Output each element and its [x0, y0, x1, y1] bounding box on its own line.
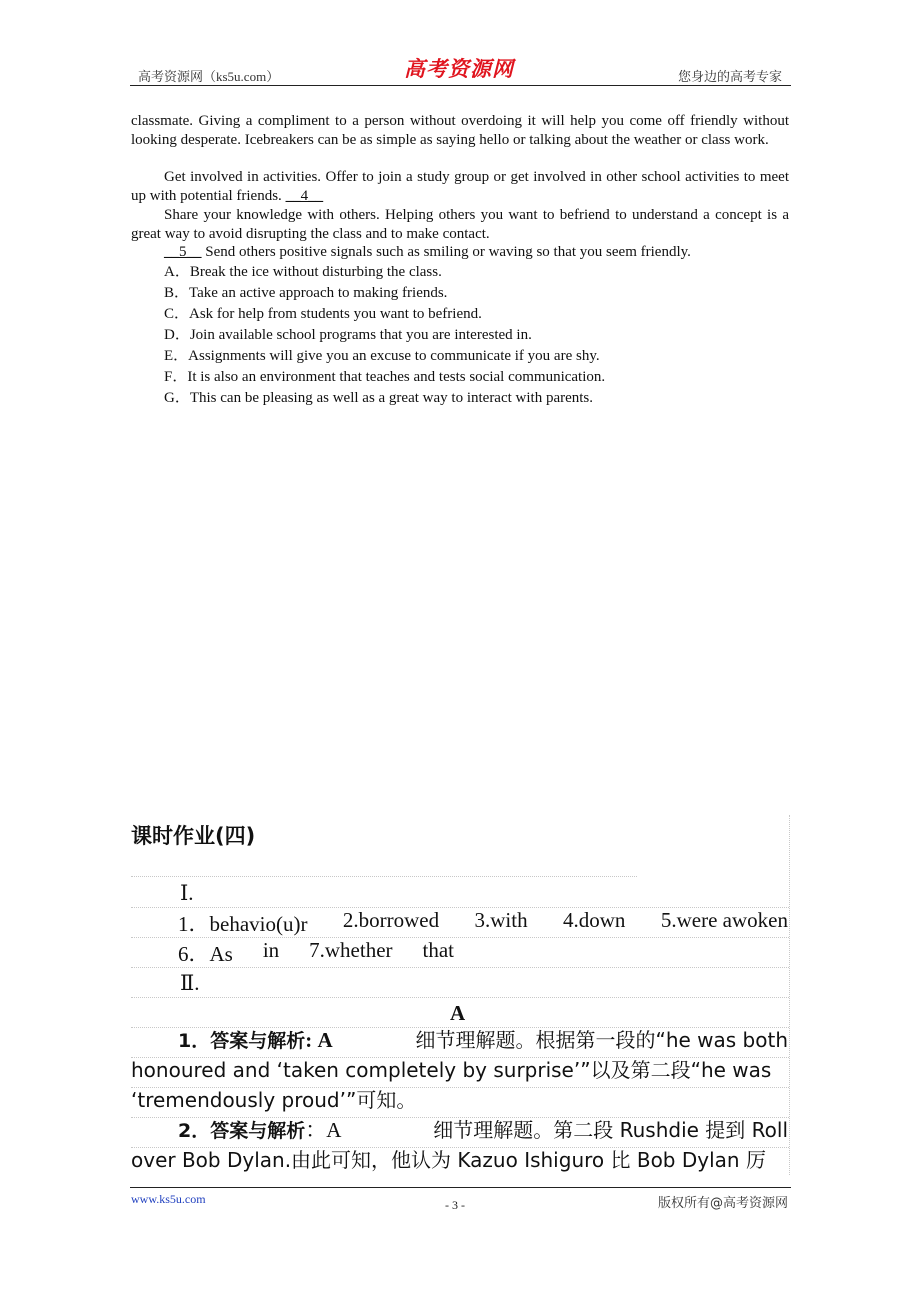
passage-paragraph-3: Share your knowledge with others. Helping others you want to befriend to understand a concept is a great way to avoid disrupting the class and to make contact.	[131, 207, 789, 242]
q2-explanation-1: 细节理解题。第二段 Rushdie 提到 Roll	[433, 1118, 788, 1142]
answer-3: 3.with	[474, 908, 528, 932]
paragraph-4-text: Send others positive signals such as smiling or waving so that you seem friendly.	[201, 244, 691, 260]
answer-6: 6．As	[178, 942, 233, 966]
part-1-label: Ⅰ.	[180, 881, 194, 905]
answer-7-word: that	[422, 938, 454, 962]
q1-explanation-2: honoured and ‘taken completely by surprise’”以及第二段“he was	[131, 1058, 772, 1082]
answer-4: 4.down	[563, 908, 626, 932]
footer-website-link[interactable]: www.ks5u.com	[131, 1192, 206, 1206]
passage-paragraph-4	[131, 243, 789, 262]
header-left-text: 高考资源网（ks5u.com）	[138, 69, 280, 84]
q1-label: 1．答案与解析	[178, 1030, 306, 1052]
q2-answer: ：A	[305, 1118, 342, 1142]
option-f: F．It is also an environment that teaches and tests social communication.	[164, 369, 606, 385]
blank-4: __4__	[285, 187, 324, 204]
option-d: D．Join available school programs that you are interested in.	[164, 327, 532, 343]
q1-answer: : A	[305, 1028, 333, 1052]
passage-paragraph-2	[131, 168, 789, 205]
answer-1: 1．behavio(u)r	[178, 912, 308, 936]
blank-5: __5__	[164, 244, 202, 260]
q2-line-1	[178, 1115, 788, 1146]
q1-line-1	[178, 1025, 788, 1056]
answer-row-2	[178, 938, 454, 968]
answer-2: 2.borrowed	[342, 908, 440, 932]
option-g: G．This can be pleasing as well as a great way to interact with parents.	[164, 390, 594, 406]
part-2-label: Ⅱ.	[180, 971, 200, 995]
paragraph-2-text: Get involved in activities. Offer to join a study group or get involved in other school activities to meet up with potential friends.	[131, 169, 789, 204]
section-a-heading: A	[450, 1001, 466, 1025]
option-e: E．Assignments will give you an excuse to communicate if you are shy.	[164, 348, 600, 364]
passage-paragraph-1: classmate. Giving a compliment to a person without overdoing it will help you come off friendly without looking desperate. Icebreakers can be as simple as saying hello or talking about the weather or class work.	[131, 113, 789, 148]
q2-label: 2．答案与解析	[178, 1120, 306, 1142]
answer-6-word: in	[262, 938, 280, 962]
grid-rule	[131, 876, 637, 877]
q1-explanation-1: 细节理解题。根据第一段的“he was both	[415, 1028, 788, 1052]
page-number: - 3 -	[445, 1198, 465, 1212]
footer-rule	[130, 1187, 791, 1188]
answer-7: 7.whether	[309, 938, 393, 962]
answer-row-1	[178, 908, 788, 938]
section-title: 课时作业(四)	[131, 824, 256, 848]
header-right-text: 您身边的高考专家	[677, 69, 782, 84]
answer-5: 5.were awoken	[660, 908, 788, 932]
option-c: C．Ask for help from students you want to befriend.	[164, 306, 482, 322]
header-rule	[130, 85, 791, 86]
header-logo: 高考资源网	[404, 57, 514, 81]
option-b: B．Take an active approach to making friends.	[164, 285, 448, 301]
q2-explanation-2: over Bob Dylan.由此可知，他认为 Kazuo Ishiguro 比 Bob Dylan 厉	[131, 1148, 766, 1172]
q1-explanation-3: ‘tremendously proud’”可知。	[131, 1088, 417, 1112]
grid-side-rule	[789, 815, 790, 1175]
option-a: A．Break the ice without disturbing the class.	[164, 264, 442, 280]
footer-copyright: 版权所有@高考资源网	[657, 1196, 788, 1211]
